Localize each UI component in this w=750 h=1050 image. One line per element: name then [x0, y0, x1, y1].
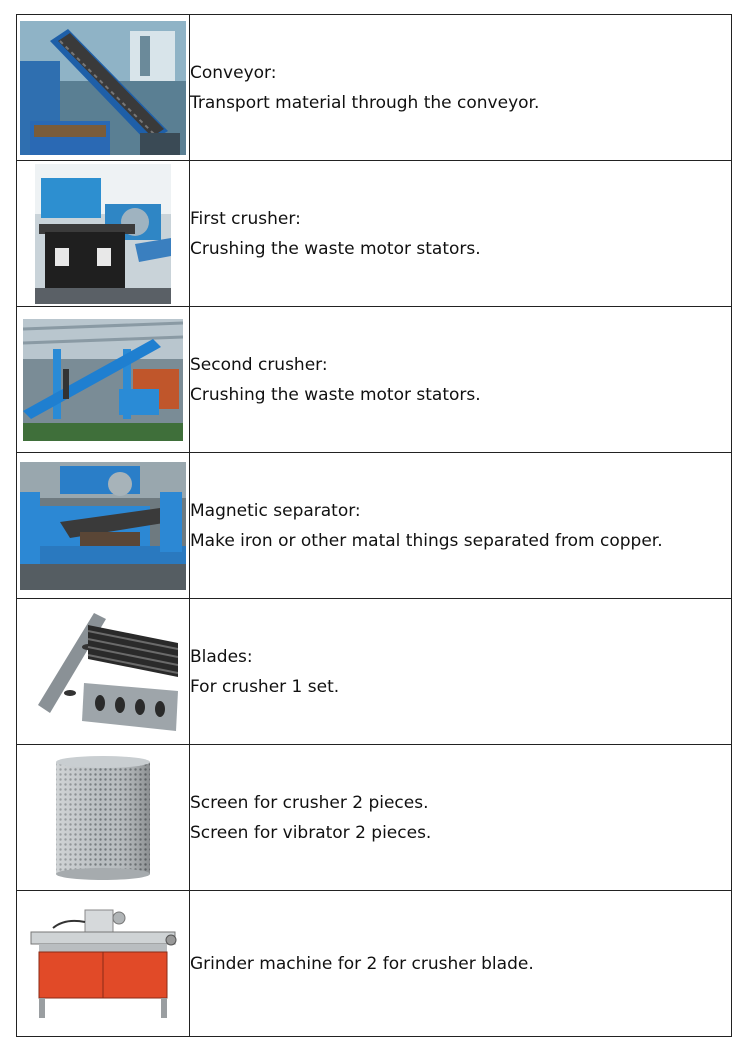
- description-cell: [190, 453, 732, 599]
- blades-photo: [28, 609, 178, 735]
- description-cell: [190, 745, 732, 891]
- item-description: Screen for vibrator 2 pieces.: [190, 822, 432, 843]
- second-crusher-photo: [23, 319, 183, 441]
- item-description: Grinder machine for 2 for crusher blade.: [190, 953, 534, 974]
- item-description: Crushing the waste motor stators.: [190, 384, 481, 405]
- table-row: [17, 161, 732, 307]
- item-description: Crushing the waste motor stators.: [190, 238, 481, 259]
- image-cell: [17, 453, 190, 599]
- image-cell: [17, 161, 190, 307]
- description-cell: [190, 15, 732, 161]
- table-row: [17, 453, 732, 599]
- item-description: For crusher 1 set.: [190, 676, 340, 697]
- item-title: Magnetic separator:: [190, 500, 361, 521]
- equipment-table: [16, 14, 732, 1037]
- description-cell: [190, 307, 732, 453]
- table-row: [17, 15, 732, 161]
- table-row: [17, 599, 732, 745]
- magnetic-separator-photo: [20, 462, 186, 590]
- item-title: Conveyor:: [190, 62, 277, 83]
- description-cell: [190, 599, 732, 745]
- table-row: [17, 891, 732, 1037]
- image-cell: [17, 599, 190, 745]
- description-cell: [190, 891, 732, 1037]
- item-description: Make iron or other matal things separated from copper.: [190, 530, 663, 551]
- image-cell: [17, 891, 190, 1037]
- screen-cylinder-photo: [48, 752, 158, 884]
- image-cell: [17, 745, 190, 891]
- image-cell: [17, 307, 190, 453]
- conveyor-photo: [20, 21, 186, 155]
- table-row: [17, 307, 732, 453]
- table-row: [17, 745, 732, 891]
- grinder-machine-photo: [25, 908, 181, 1020]
- item-title: Blades:: [190, 646, 253, 667]
- image-cell: [17, 15, 190, 161]
- item-description: Transport material through the conveyor.: [190, 92, 540, 113]
- item-title: Second crusher:: [190, 354, 328, 375]
- description-cell: [190, 161, 732, 307]
- item-description: Screen for crusher 2 pieces.: [190, 792, 429, 813]
- first-crusher-photo: [35, 164, 171, 304]
- item-title: First crusher:: [190, 208, 301, 229]
